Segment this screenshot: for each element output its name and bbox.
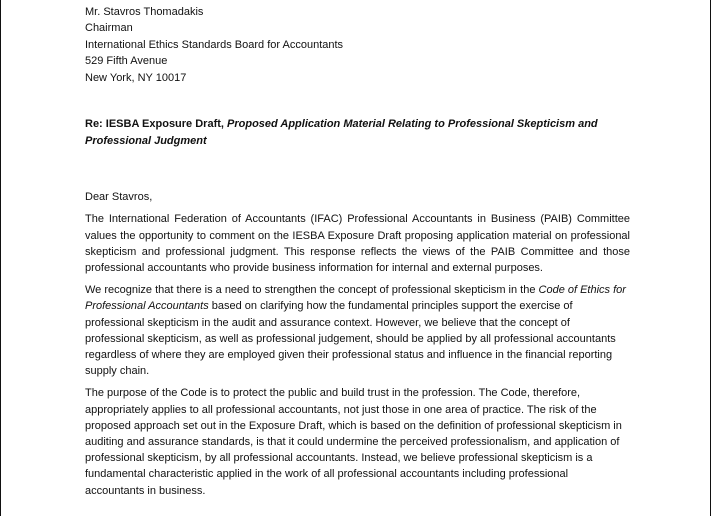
- recipient-organization: International Ethics Standards Board for Accountants: [85, 38, 344, 51]
- paragraph-purpose: The purpose of the Code is to protect the public and build trust in the profession. The Code, therefore, appropriately applies to all professional accountants, not just those in one area of practice. The risk of the proposed approach set out in the Exposure Draft, which is based on the definition of professional skepticism in auditing and assurance standards, is that it could undermine the perceived professionalism, and application of professional skepticism, by all professional accountants. Instead, we believe professional skepticism is a fundamental characteristic applied in the work of all professional accountants including professional accountants in business.: [85, 387, 622, 497]
- recipient-city: New York, NY 10017: [85, 71, 187, 84]
- subject-prefix: Re: IESBA Exposure Draft,: [85, 118, 228, 131]
- code-of-ethics-title: Code of Ethics for Professional Accountants: [85, 284, 626, 313]
- paragraph-recognition: [85, 282, 630, 379]
- letter-body: [85, 4, 630, 499]
- subject-title: Proposed Application Material Relating to Professional Skepticism and Professional Judgment: [85, 118, 598, 147]
- recipient-address: [85, 4, 630, 86]
- subject-line: [85, 116, 630, 149]
- paragraph-recognition-end: based on clarifying how the fundamental principles support the exercise of professional skepticism in the audit and assurance context. However, we believe that the concept of professional skepticism, as well as professional judgement, should be applied by all professional accountants regardless of where they are employed given their professional status and influence in the financial reporting supply chain.: [85, 300, 616, 378]
- recipient-title: Chairman: [85, 22, 133, 35]
- recipient-street: 529 Fifth Avenue: [85, 55, 168, 68]
- salutation: Dear Stavros,: [85, 191, 153, 204]
- paragraph-intro: The International Federation of Accountants (IFAC) Professional Accountants in Business (PAIB) Committee values the opportunity to comment on the IESBA Exposure Draft proposing application material on professional skepticism and professional judgment. This response reflects the views of the PAIB Committee and those professional accountants who provide business information for internal and external purposes.: [85, 213, 630, 275]
- recipient-name: Mr. Stavros Thomadakis: [85, 6, 204, 18]
- paragraph-recognition-start: We recognize that there is a need to strengthen the concept of professional skepticism in the: [85, 284, 539, 297]
